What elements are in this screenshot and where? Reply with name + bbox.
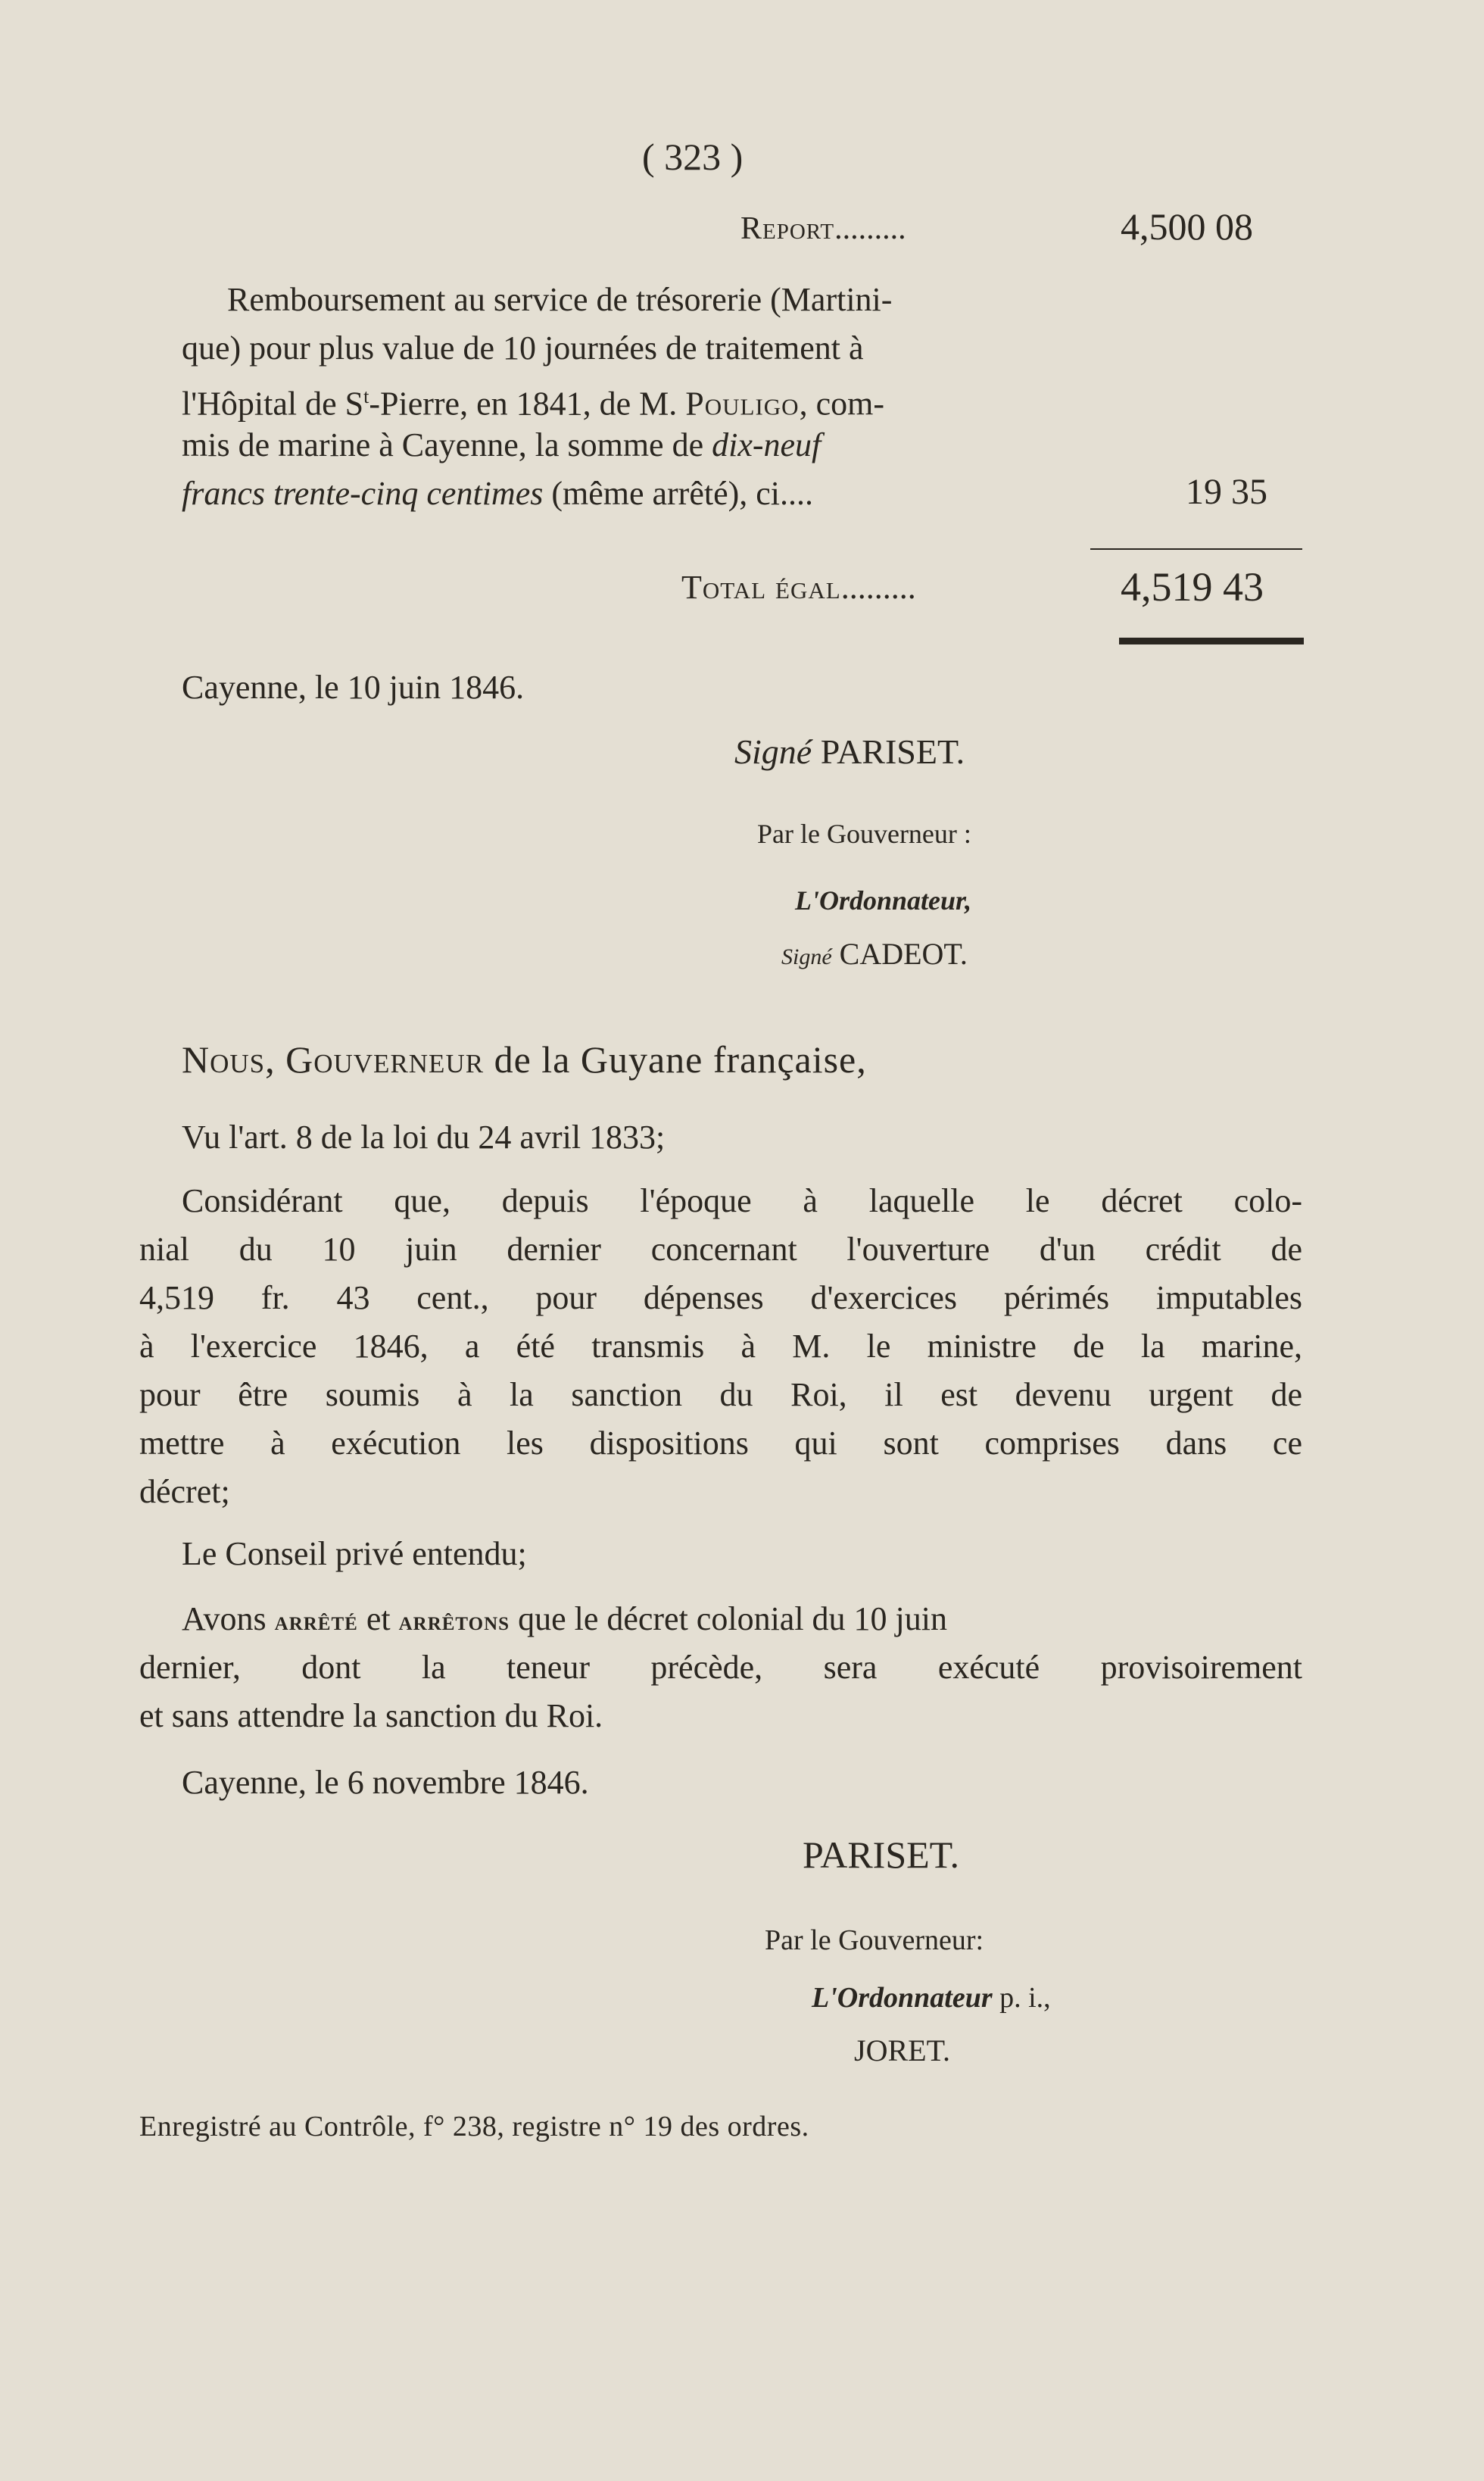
avons-line-3: et sans attendre la sanction du Roi. [139,1697,603,1734]
decree-vu: Vu l'art. 8 de la loi du 24 avril 1833; [182,1119,666,1156]
decree-conseil: Le Conseil privé entendu; [182,1535,527,1572]
considerant-line-5: pour être soumis à la sanction du Roi, il est devenu urgent de [139,1376,1302,1413]
total-line [681,568,916,607]
second-role: L'Ordonnateur p. i., [812,1982,1051,2014]
avons-line-2: dernier, dont la teneur précède, sera exécuté provisoirement [139,1649,1302,1686]
total-dots: ......... [840,569,916,606]
first-place-date: Cayenne, le 10 juin 1846. [182,669,525,706]
item-line-5: francs trente-cinq centimes (même arrêté), ci.... [182,475,814,512]
total-value: 4,519 43 [1121,564,1264,610]
first-role: L'Ordonnateur, [795,885,972,916]
page-number: ( 323 ) [642,136,744,178]
item-line-2: que) pour plus value de 10 journées de traitement à [182,329,864,367]
first-signer-line: Signé PARISET. [734,732,965,771]
second-by-line: Par le Gouverneur: [765,1924,984,1956]
decree-place-date: Cayenne, le 6 novembre 1846. [182,1764,589,1801]
first-by-line: Par le Gouverneur : [757,819,971,849]
name-pouligo: Pouligo [685,385,800,423]
considerant-line-1: Considérant que, depuis l'époque à laquelle le décret colo- [182,1182,1302,1219]
item-line-4: mis de marine à Cayenne, la somme de dix-neuf [182,426,822,463]
sum-rule [1090,548,1302,550]
avons-line-1: Avons arrêté et arrêtons que le décret colonial du 10 juin [182,1600,947,1637]
registration-note: Enregistré au Contrôle, f° 238, registre n° 19 des ordres. [139,2111,809,2142]
considerant-line-6: mettre à exécution les dispositions qui sont comprises dans ce [139,1425,1302,1462]
first-signer2-line: Signé CADEOT. [781,937,968,971]
considerant-line-2: nial du 10 juin dernier concernant l'ouverture d'un crédit de [139,1231,1302,1268]
considerant-line-3: 4,519 fr. 43 cent., pour dépenses d'exercices périmés imputables [139,1279,1302,1316]
decree-opening: Nous, Gouverneur de la Guyane française, [182,1038,867,1081]
considerant-line-4: à l'exercice 1846, a été transmis à M. le ministre de la marine, [139,1328,1302,1365]
item-line-1: Remboursement au service de trésorerie (Martini- [227,281,893,318]
second-signer2: JORET. [854,2033,951,2068]
second-signer: PARISET. [803,1833,960,1876]
item-line-3: l'Hôpital de $S^t$-Pierre, en 1841, de M. Pouligo, com- [182,385,884,423]
total-label: Total égal [681,569,841,606]
report-line [740,211,906,247]
item-amount: 19 35 [1186,472,1267,512]
considerant-last: décret; [139,1473,230,1510]
total-rule [1119,638,1304,644]
report-dots: ......... [834,211,906,246]
report-label: Report [740,211,835,246]
report-value: 4,500 08 [1121,205,1253,248]
